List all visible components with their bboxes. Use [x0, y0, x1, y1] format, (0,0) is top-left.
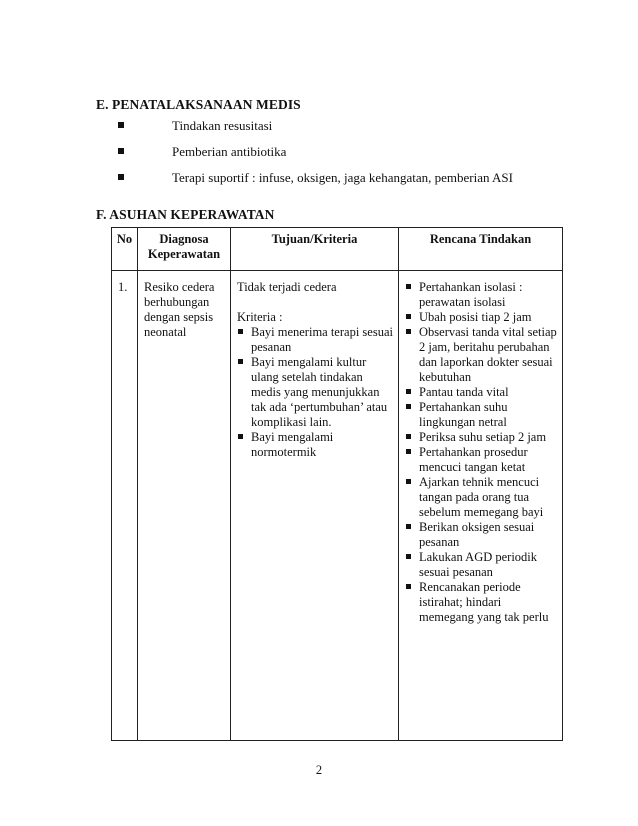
list-item-text: Tindakan resusitasi	[172, 118, 273, 133]
square-bullet-icon	[118, 148, 124, 154]
square-bullet-icon	[238, 434, 243, 439]
criteria-item: Bayi mengalami normotermik	[237, 430, 393, 460]
list-item-text: Pemberian antibiotika	[172, 144, 287, 159]
cell-no: 1.	[112, 271, 138, 741]
plan-item: Pantau tanda vital	[405, 385, 557, 400]
square-bullet-icon	[406, 524, 411, 529]
plan-item: Periksa suhu setiap 2 jam	[405, 430, 557, 445]
criteria-label: Kriteria :	[237, 310, 283, 324]
section-f-heading: F. ASUHAN KEPERAWATAN	[96, 207, 275, 222]
plan-item: Ubah posisi tiap 2 jam	[405, 310, 557, 325]
table-row	[112, 271, 563, 741]
square-bullet-icon	[406, 284, 411, 289]
nursing-care-table	[111, 227, 563, 741]
header-tujuan: Tujuan/Kriteria	[231, 228, 399, 271]
plan-item: Pertahankan prosedur mencuci tangan ketat	[405, 445, 557, 475]
square-bullet-icon	[118, 174, 124, 180]
square-bullet-icon	[406, 479, 411, 484]
cell-tujuan	[231, 271, 399, 741]
square-bullet-icon	[406, 329, 411, 334]
cell-rencana	[399, 271, 563, 741]
plan-item: Rencanakan periode istirahat; hindari memegang yang tak perlu	[405, 580, 557, 625]
square-bullet-icon	[238, 329, 243, 334]
cell-diagnosa: Resiko cedera berhubungan dengan sepsis neonatal	[138, 271, 231, 741]
square-bullet-icon	[406, 389, 411, 394]
header-no: No	[112, 228, 138, 271]
section-e-heading: E. PENATALAKSANAAN MEDIS	[96, 97, 301, 112]
square-bullet-icon	[118, 122, 124, 128]
square-bullet-icon	[406, 449, 411, 454]
square-bullet-icon	[406, 404, 411, 409]
square-bullet-icon	[406, 554, 411, 559]
header-diagnosa: Diagnosa Keperawatan	[138, 228, 231, 271]
plan-item: Berikan oksigen sesuai pesanan	[405, 520, 557, 550]
plan-item: Pertahankan isolasi : perawatan isolasi	[405, 280, 557, 310]
square-bullet-icon	[406, 314, 411, 319]
table-header-row	[112, 228, 563, 271]
plan-item: Observasi tanda vital setiap 2 jam, beritahu perubahan dan laporkan dokter sesuai kebutuhan	[405, 325, 557, 385]
plan-item: Lakukan AGD periodik sesuai pesanan	[405, 550, 557, 580]
square-bullet-icon	[406, 584, 411, 589]
page-number: 2	[315, 763, 323, 777]
plan-item: Pertahankan suhu lingkungan netral	[405, 400, 557, 430]
square-bullet-icon	[238, 359, 243, 364]
goal-text: Tidak terjadi cedera	[237, 280, 337, 294]
square-bullet-icon	[406, 434, 411, 439]
header-rencana: Rencana Tindakan	[399, 228, 563, 271]
plan-item: Ajarkan tehnik mencuci tangan pada orang tua sebelum memegang bayi	[405, 475, 557, 520]
criteria-item: Bayi mengalami kultur ulang setelah tindakan medis yang menunjukkan tak ada ‘pertumbuhan’ atau komplikasi lain.	[237, 355, 393, 430]
criteria-item: Bayi menerima terapi sesuai pesanan	[237, 325, 393, 355]
list-item-text: Terapi suportif : infuse, oksigen, jaga kehangatan, pemberian ASI	[172, 170, 513, 185]
